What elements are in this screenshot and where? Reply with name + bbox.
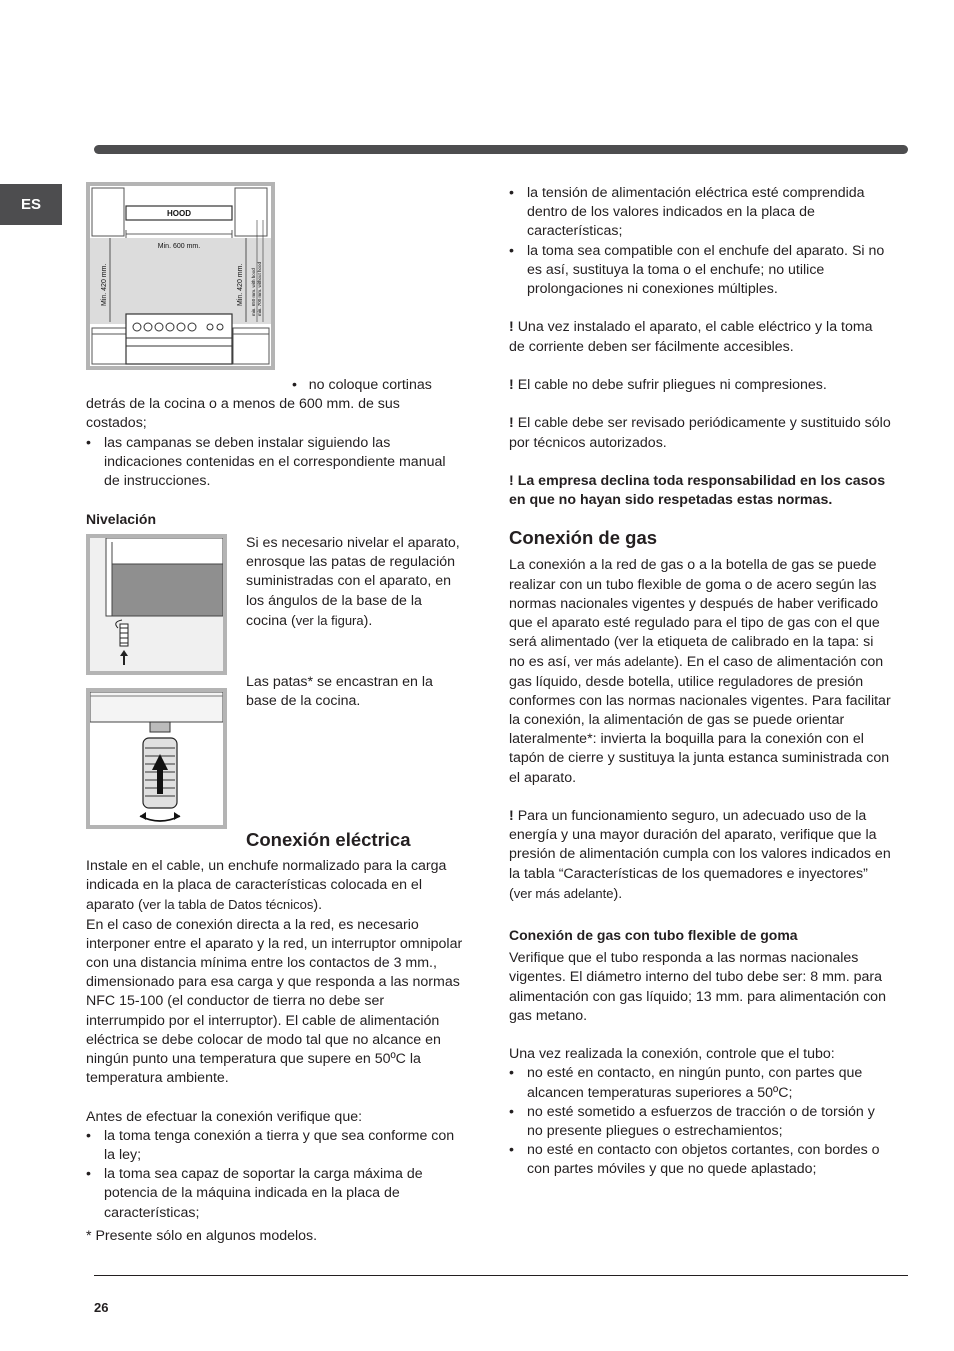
header-bar xyxy=(94,145,908,154)
leveling-drawing-1 xyxy=(90,538,223,671)
leveling-text-2: Las patas* se encastran en la base de la cocina. xyxy=(246,674,433,710)
right-bullet-socket: • la toma sea compatible con el enchufe del aparato. Si no es así, sustituya la toma o el enchufe; no utilice prolongaciones ni conexiones múltiples. xyxy=(509,242,891,300)
gas-paragraph: La conexión a la red de gas o a la botella de gas se puede realizar con un tubo flexible de goma o de acero según las normas nacionales vigentes y después de haber verificado que el aparato esté regulado para el tipo de gas con el que será alimentado (ver la etiqueta de calibrado en la tapa: si no es así, ver más adelante). En el caso de alimentación con gas líquido, desde botella, utilice reguladores de presión conformes con las normas nacionales vigentes. Para facilitar la conexión, la alimentación de gas se puede orientar lateralmente*: invierta la boquilla para la conexión con el tapón de cierre y sustituya la junta estanca suministrada con el aparato. xyxy=(509,557,891,786)
hose-bullet-temperature: • no esté en contacto, en ningún punto, con partes que alcancen temperaturas superiores a 50ºC; xyxy=(509,1064,891,1102)
hood-bullets xyxy=(86,376,464,491)
warning-folds: ! El cable no debe sufrir pliegues ni compresiones. xyxy=(509,377,827,393)
tech-data-reference: ver la tabla de Datos técnicos xyxy=(142,897,314,913)
hose-bullet-traction: • no esté sometido a esfuerzos de tracción o de torsión y no presente pliegues o estrechamientos; xyxy=(509,1103,891,1141)
warning-accessible: ! Una vez instalado el aparato, el cable eléctrico y la toma de corriente deben ser fácilmente accesibles. xyxy=(509,319,873,355)
electric-verify-intro: Antes de efectuar la conexión verifique que: xyxy=(86,1108,363,1125)
min-420-right-label: Min. 420 mm. xyxy=(237,263,244,306)
see-below-reference: ver más adelante xyxy=(574,654,675,670)
leveling-figure-1 xyxy=(86,534,227,675)
hood-label: HOOD xyxy=(167,209,191,218)
min-420-left-label: Min. 420 mm. xyxy=(101,263,108,306)
warning-mark: ! xyxy=(509,472,514,489)
footer-rule xyxy=(94,1275,908,1276)
electric-bullet-load: • la toma sea capaz de soportar la carga máxima de potencia de la máquina indicada en la placa de características; xyxy=(86,1165,464,1223)
warning-mark: ! xyxy=(509,319,514,336)
warning-mark: ! xyxy=(509,377,514,393)
footnote: * Presente sólo en algunos modelos. xyxy=(86,1227,318,1244)
right-bullet-voltage: • la tensión de alimentación eléctrica esté comprendida dentro de los valores indicados en la placa de características; xyxy=(509,184,891,242)
warning-mark: ! xyxy=(509,808,514,825)
warning-inspection: ! El cable debe ser revisado periódicamente y sustituido sólo por técnicos autorizados. xyxy=(509,415,891,451)
bullet-curtains: • no coloque cortinas detrás de la cocina o a menos de 600 mm. de sus costados; xyxy=(86,377,432,432)
hose-check-intro: Una vez realizada la conexión, controle que el tubo: xyxy=(509,1046,835,1063)
leveling-text-1: Si es necesario nivelar el aparato, enrosque las patas de regulación suministradas con el aparato, en los ángulos de la base de la cocina (ver la figura). xyxy=(246,535,460,629)
bullet-hoods: • las campanas se deben instalar siguiendo las indicaciones contenidas en el correspondiente manual de instrucciones. xyxy=(86,434,464,492)
hose-bullet-sharp: • no esté en contacto con objetos cortantes, con bordes o con partes móviles y que no quede aplastado; xyxy=(509,1141,891,1179)
leveling-drawing-2 xyxy=(90,692,223,825)
min-700-label: min. 700 mm. without hood xyxy=(257,261,262,316)
leveling-figure-2 xyxy=(86,688,227,829)
language-label: ES xyxy=(20,196,41,213)
leveling-title: Nivelación xyxy=(86,511,157,527)
language-tab xyxy=(0,184,62,225)
hood-clearance-figure xyxy=(86,182,275,370)
electric-bullet-earth: • la toma tenga conexión a tierra y que sea conforme con la ley; xyxy=(86,1127,464,1165)
electric-section: Instale en el cable, un enchufe normalizado para la carga indicada en la placa de características colocada en el aparato (ver la tabla de Datos técnicos). En el caso de conexión directa a la red, es necesario interponer entre el aparato y la red, un interruptor omnipolar con una distancia mínima entre los contactos de 3 mm., dimensionado para esa carga y que responda a las normas NFC 15-100 (el conductor de tierra no debe ser interrumpido por el interruptor). El cable de alimentación eléctrica se debe colocar de modo tal que no alcance en ningún punto una temperatura que supere en 50ºC la temperatura ambiente. Antes de efectuar la conexión verifique que: • la toma tenga conexión a tierra y que sea conforme con la ley; • la toma sea capaz de soportar la carga máxima de potencia de la máquina indicada en la placa de características; * Presente sólo en algunos modelos. xyxy=(86,857,464,1246)
hose-paragraph: Verifique que el tubo responda a las normas nacionales vigentes. El diámetro interno del tubo debe ser: 8 mm. para alimentación con gas líquido; 13 mm. para alimentación con gas metano. xyxy=(509,950,886,1024)
gas-title: Conexión de gas xyxy=(509,527,658,549)
figure-reference: ver la figura xyxy=(295,612,364,628)
right-column xyxy=(509,184,891,1180)
page-number: 26 xyxy=(94,1300,109,1315)
gas-pressure-warning: ! Para un funcionamiento seguro, un adecuado uso de la energía y una mayor duración del aparato, verifique que la presión de alimentación cumpla con los valores indicados en la tabla “Características de los quemadores e inyectores” (ver más adelante). xyxy=(509,808,891,902)
hood-clearance-drawing xyxy=(90,186,271,366)
hose-title: Conexión de gas con tubo flexible de goma xyxy=(509,927,798,944)
min-650-label: min. 650 mm. with hood xyxy=(251,268,256,316)
warning-mark: ! xyxy=(509,415,514,432)
electric-title: Conexión eléctrica xyxy=(246,829,411,850)
min-600-label: Min. 600 mm. xyxy=(157,243,201,250)
see-below-reference: ver más adelante xyxy=(513,885,614,901)
electric-direct-connection: En el caso de conexión directa a la red, es necesario interponer entre el aparato y la red, un interruptor omnipolar con una distancia mínima entre los contactos de 3 mm., dimensionado para esa carga y que responda a las normas NFC 15-100 (el conductor de tierra no debe ser interrumpido por el interruptor). El cable de alimentación eléctrica se debe colocar de modo tal que no alcance en ningún punto una temperatura que supere en 50ºC la temperatura ambiente. xyxy=(86,916,463,1087)
warning-liability: ! La empresa declina toda responsabilidad en los casos en que no hayan sido respetadas estas normas. xyxy=(509,472,886,509)
